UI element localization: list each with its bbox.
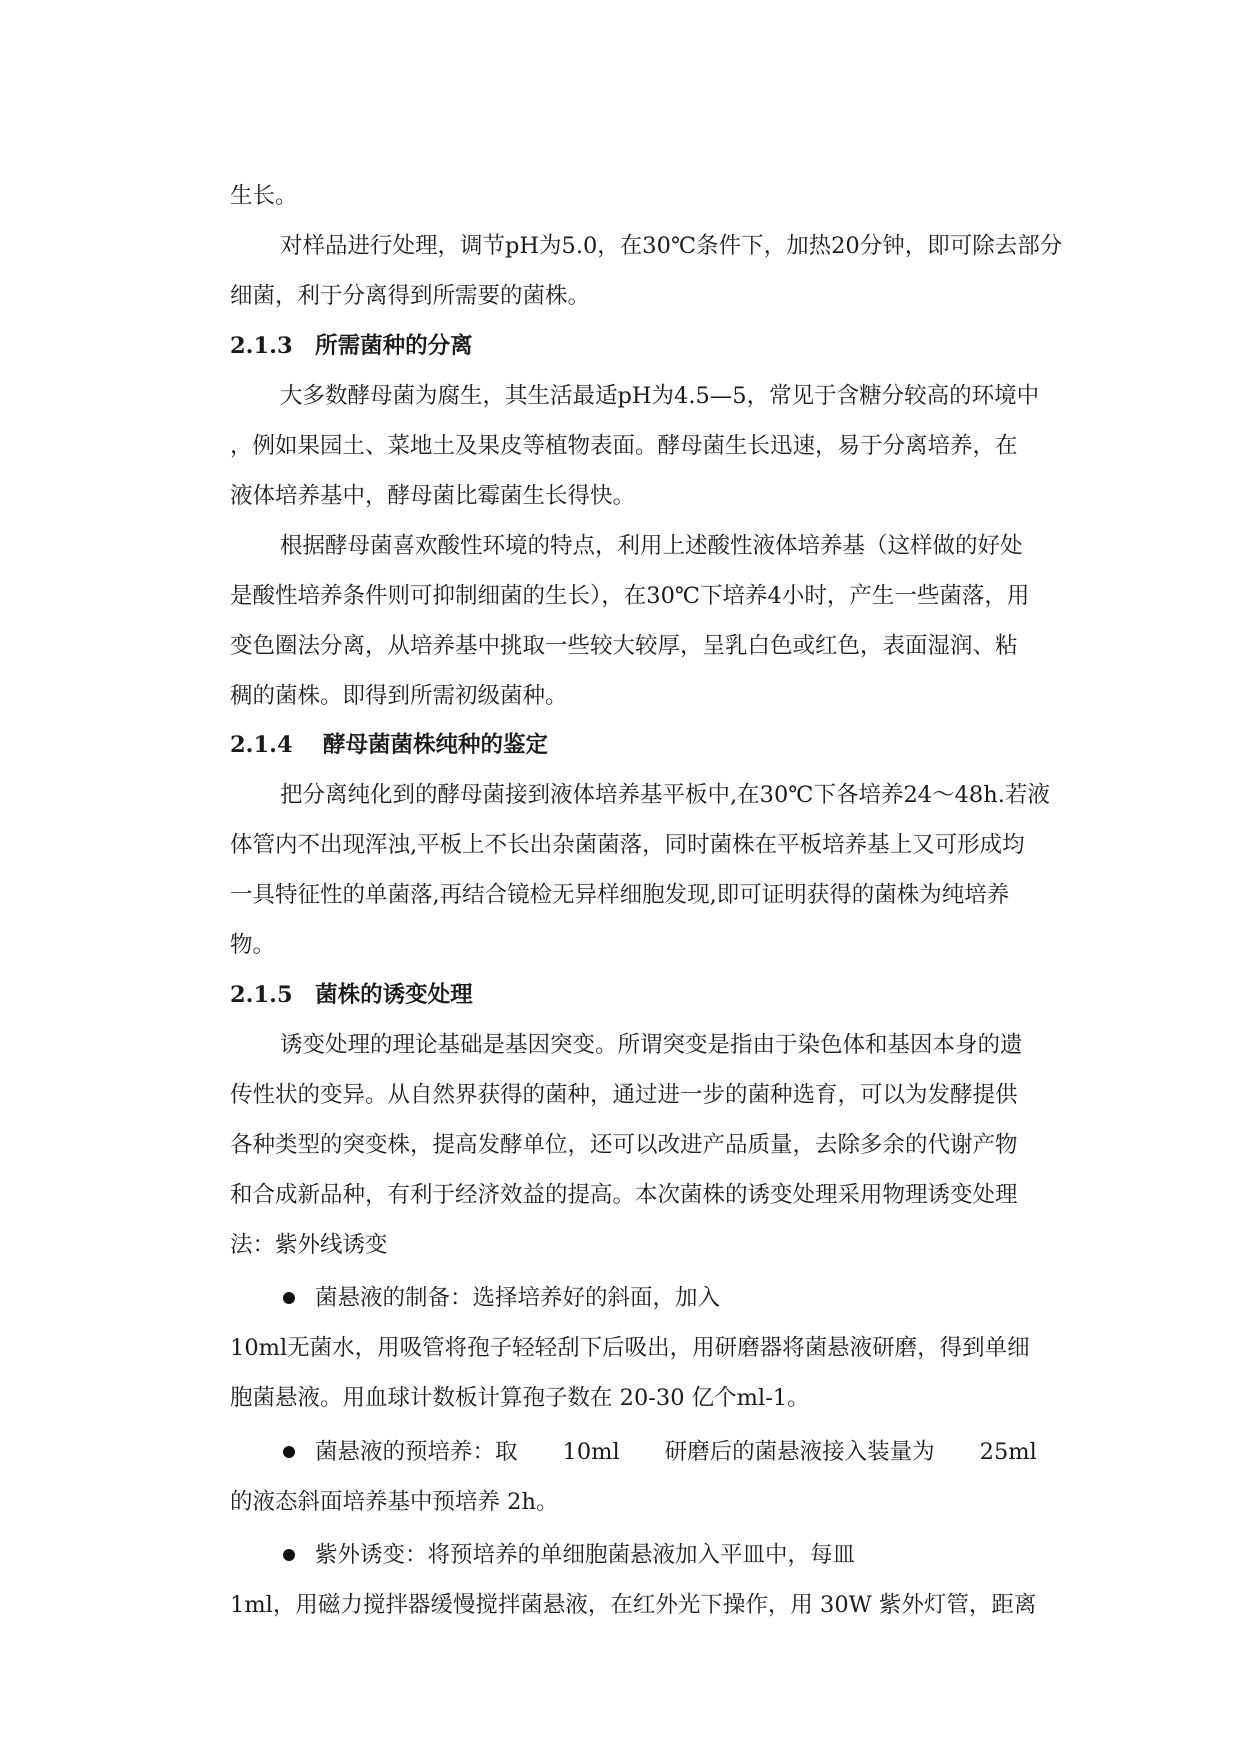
bullet-icon — [283, 1446, 295, 1458]
text-line: 大多数酵母菌为腐生，其生活最适pH为4.5—5，常见于含糖分较高的环境中 — [280, 383, 1040, 409]
text-line: 体管内不出现浑浊,平板上不长出杂菌菌落，同时菌株在平板培养基上又可形成均 — [230, 832, 1025, 858]
section-heading: 2.1.4 酵母菌菌株纯种的鉴定 — [230, 732, 548, 758]
bullet-text: 菌悬液的制备：选择培养好的斜面，加入 — [315, 1285, 721, 1311]
text-line: 的液态斜面培养基中预培养 2h。 — [230, 1489, 559, 1515]
text-line: 变色圈法分离，从培养基中挑取一些较大较厚，呈乳白色或红色，表面湿润、粘 — [230, 633, 1018, 659]
text-line: 和合成新品种，有利于经济效益的提高。本次菌株的诱变处理采用物理诱变处理 — [230, 1182, 1018, 1208]
text-line: 细菌，利于分离得到所需要的菌株。 — [230, 283, 591, 309]
bullet-item — [280, 1283, 720, 1313]
text-line: 10ml无菌水，用吸管将孢子轻轻刮下后吸出，用研磨器将菌悬液研磨，得到单细 — [230, 1335, 1030, 1361]
bullet-item — [280, 1540, 855, 1570]
text-line: ，例如果园土、菜地土及果皮等植物表面。酵母菌生长迅速，易于分离培养，在 — [230, 433, 1018, 459]
text-line: 生长。 — [230, 183, 298, 209]
text-line: 一具特征性的单菌落,再结合镜检无异样细胞发现,即可证明获得的菌株为纯培养 — [230, 882, 1010, 908]
text-line: 把分离纯化到的酵母菌接到液体培养基平板中,在30℃下各培养24～48h.若液 — [280, 782, 1050, 808]
text-line: 1ml，用磁力搅拌器缓慢搅拌菌悬液，在红外光下操作，用 30W 紫外灯管，距离 — [230, 1592, 1037, 1618]
bullet-icon — [283, 1549, 295, 1561]
bullet-icon — [283, 1292, 295, 1304]
text-line: 传性状的变异。从自然界获得的菌种，通过进一步的菌种选育，可以为发酵提供 — [230, 1082, 1018, 1108]
text-line: 物。 — [230, 932, 276, 958]
bullet-item — [280, 1437, 1037, 1467]
text-line: 稠的菌株。即得到所需初级菌种。 — [230, 683, 568, 709]
bullet-text: 菌悬液的预培养：取 10ml 研磨后的菌悬液接入装量为 25ml — [315, 1439, 1037, 1465]
text-line: 胞菌悬液。用血球计数板计算孢子数在 20-30 亿个ml-1。 — [230, 1385, 810, 1411]
bullet-text: 紫外诱变：将预培养的单细胞菌悬液加入平皿中，每皿 — [315, 1542, 856, 1568]
text-line: 根据酵母菌喜欢酸性环境的特点，利用上述酸性液体培养基（这样做的好处 — [280, 533, 1023, 559]
text-line: 是酸性培养条件则可抑制细菌的生长），在30℃下培养4小时，产生一些菌落，用 — [230, 583, 1030, 609]
text-line: 对样品进行处理，调节pH为5.0，在30℃条件下，加热20分钟，即可除去部分 — [280, 233, 1063, 259]
text-line: 各种类型的突变株，提高发酵单位，还可以改进产品质量，去除多余的代谢产物 — [230, 1132, 1018, 1158]
section-heading: 2.1.5 菌株的诱变处理 — [230, 982, 473, 1008]
text-line: 诱变处理的理论基础是基因突变。所谓突变是指由于染色体和基因本身的遗 — [280, 1032, 1023, 1058]
text-line: 法：紫外线诱变 — [230, 1232, 388, 1258]
section-heading: 2.1.3 所需菌种的分离 — [230, 333, 473, 359]
text-line: 液体培养基中，酵母菌比霉菌生长得快。 — [230, 483, 636, 509]
